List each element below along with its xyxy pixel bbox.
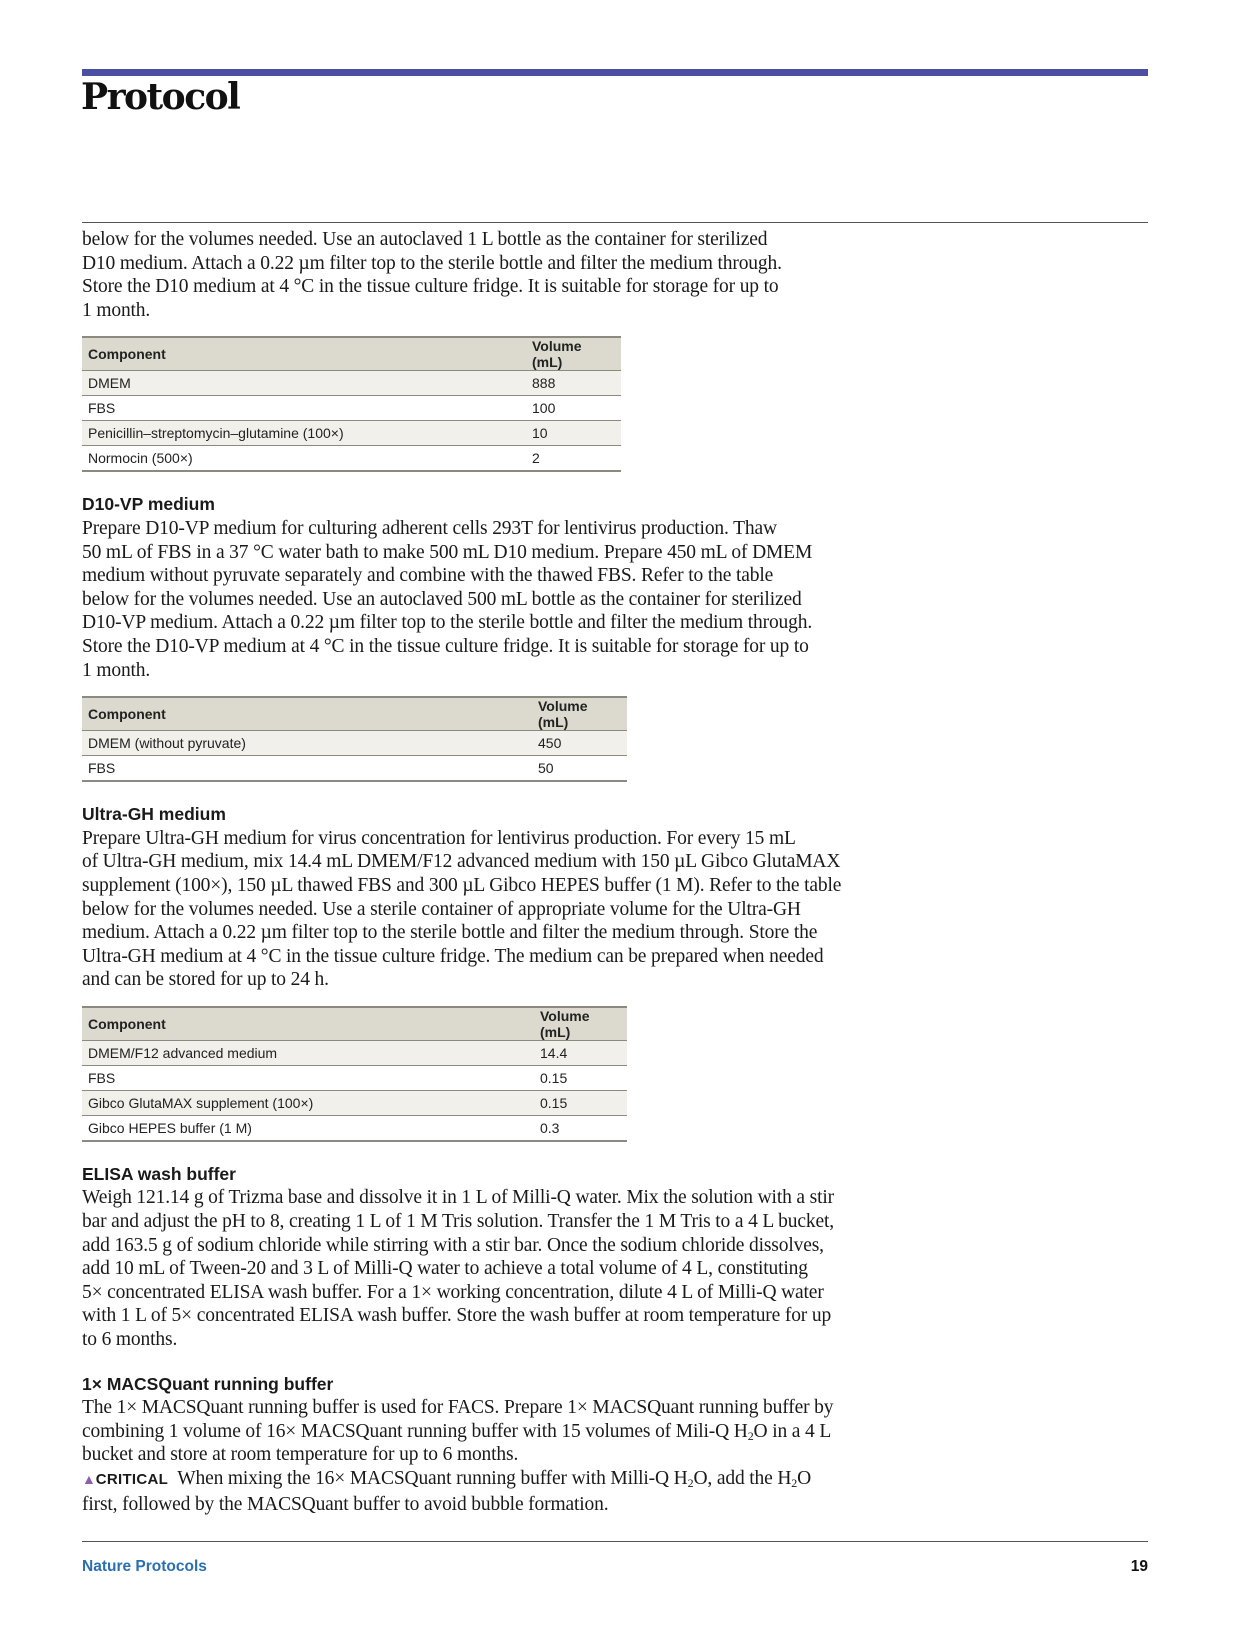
table-cell: 10 <box>526 421 621 446</box>
table-cell: DMEM/F12 advanced medium <box>82 1040 534 1065</box>
intro-paragraph: below for the volumes needed. Use an autoclaved 1 L bottle as the container for sterilized D10 medium. Attach a 0.22 µm filter top to the sterile bottle and filter the medium through. Store the D10 medium at 4 °C in the tissue culture fridge. It is suitable for storage for up to 1 month. <box>82 229 782 321</box>
section-heading: 1× MACSQuant running buffer <box>82 1373 334 1394</box>
ultragh-table <box>82 1006 627 1142</box>
section-paragraph <box>82 1396 882 1516</box>
table-cell: FBS <box>82 396 526 421</box>
column-header: Volume (mL) <box>526 337 621 371</box>
table-cell: 2 <box>526 446 621 472</box>
column-header: Component <box>82 1007 534 1041</box>
table-cell: 0.3 <box>534 1115 627 1141</box>
table-header-row <box>82 1007 627 1041</box>
section-paragraph: Prepare Ultra-GH medium for virus concentration for lentivirus production. For every 15 mL of Ultra-GH medium, mix 14.4 mL DMEM/F12 advanced medium with 150 µL Gibco GlutaMAX supplement (100×), 150 µL thawed FBS and 300 µL Gibco HEPES buffer (1 M). Refer to the table below for the volumes needed. Use a sterile container of appropriate volume for the Ultra-GH medium. Attach a 0.22 µm filter top to the sterile bottle and filter the medium through. Store the Ultra-GH medium at 4 °C in the tissue culture fridge. The medium can be prepared when needed and can be stored for up to 24 h. <box>82 827 842 991</box>
column-header: Component <box>82 337 526 371</box>
table-cell: 50 <box>532 756 627 782</box>
table-row <box>82 756 627 782</box>
page-number: 19 <box>1130 1558 1148 1575</box>
table-cell: 0.15 <box>534 1065 627 1090</box>
table-cell: Normocin (500×) <box>82 446 526 472</box>
subscript: 2 <box>747 1428 754 1443</box>
critical-label: CRITICAL <box>95 1471 169 1488</box>
paragraph-line: combining 1 volume of 16× MACSQuant running buffer with 15 volumes of Mili-Q H <box>82 1420 748 1442</box>
section-ultragh <box>82 803 882 992</box>
column-header: Component <box>82 697 532 731</box>
table-header-row <box>82 697 627 731</box>
section-macsquant <box>82 1373 882 1517</box>
critical-text: O, add the H <box>693 1468 792 1489</box>
warning-triangle-icon: ▲ <box>82 1473 96 1488</box>
footer-divider <box>82 1541 1148 1542</box>
column-header: Volume (mL) <box>534 1007 627 1041</box>
table-row <box>82 1040 627 1065</box>
table-cell: 100 <box>526 396 621 421</box>
d10-table <box>82 336 621 472</box>
table-row <box>82 421 621 446</box>
journal-name: Nature Protocols <box>82 1558 207 1575</box>
section-d10vp <box>82 493 882 682</box>
page-header-title: Protocol <box>81 76 240 118</box>
paragraph-line: O in a 4 L <box>753 1420 832 1442</box>
table-cell: FBS <box>82 756 532 782</box>
table-cell: DMEM (without pyruvate) <box>82 731 532 756</box>
table-cell: 0.15 <box>534 1090 627 1115</box>
main-content <box>82 228 882 1516</box>
critical-text: O <box>797 1468 812 1489</box>
table-cell: Penicillin–streptomycin–glutamine (100×) <box>82 421 526 446</box>
subscript: 2 <box>687 1476 694 1490</box>
table-cell: 14.4 <box>534 1040 627 1065</box>
table-row <box>82 1090 627 1115</box>
table-cell: FBS <box>82 1065 534 1090</box>
table-header-row <box>82 337 621 371</box>
table-cell: Gibco HEPES buffer (1 M) <box>82 1115 534 1141</box>
section-heading: ELISA wash buffer <box>82 1163 236 1184</box>
table-cell: 450 <box>532 731 627 756</box>
table-cell: Gibco GlutaMAX supplement (100×) <box>82 1090 534 1115</box>
d10vp-table <box>82 696 627 782</box>
table-row <box>82 731 627 756</box>
paragraph-line: The 1× MACSQuant running buffer is used for FACS. Prepare 1× MACSQuant running buffer by <box>82 1397 834 1419</box>
section-paragraph: Prepare D10-VP medium for culturing adherent cells 293T for lentivirus production. Thaw 50 mL of FBS in a 37 °C water bath to make 500 mL D10 medium. Prepare 450 mL of DMEM medium without pyruvate separately and combine with the thawed FBS. Refer to the table below for the volumes needed. Use an autoclaved 500 mL bottle as the container for sterilized D10-VP medium. Attach a 0.22 µm filter top to the sterile bottle and filter the medium through. Store the D10-VP medium at 4 °C in the tissue culture fridge. It is suitable for storage for up to 1 month. <box>82 517 813 681</box>
table-row <box>82 396 621 421</box>
section-elisa <box>82 1163 882 1352</box>
critical-text: first, followed by the MACSQuant buffer to avoid bubble formation. <box>82 1493 609 1515</box>
column-header: Volume (mL) <box>532 697 627 731</box>
table-cell: DMEM <box>82 371 526 396</box>
table-row <box>82 371 621 396</box>
subscript: 2 <box>791 1476 798 1490</box>
table-row <box>82 1115 627 1141</box>
content-divider <box>82 222 1148 223</box>
table-cell: 888 <box>526 371 621 396</box>
table-row <box>82 446 621 472</box>
table-row <box>82 1065 627 1090</box>
paragraph-line: bucket and store at room temperature for up to 6 months. <box>82 1444 519 1466</box>
section-heading: Ultra-GH medium <box>82 804 226 825</box>
section-heading: D10-VP medium <box>82 494 215 515</box>
section-paragraph: Weigh 121.14 g of Trizma base and dissolve it in 1 L of Milli-Q water. Mix the solution with a stir bar and adjust the pH to 8, creating 1 L of 1 M Tris solution. Transfer the 1 M Tris to a 4 L bucket, add 163.5 g of sodium chloride while stirring with a stir bar. Once the sodium chloride dissolves, add 10 mL of Tween-20 and 3 L of Milli-Q water to achieve a total volume of 4 L, constituting 5× concentrated ELISA wash buffer. For a 1× working concentration, dilute 4 L of Milli-Q water with 1 L of 5× concentrated ELISA wash buffer. Store the wash buffer at room temperature for up to 6 months. <box>82 1187 834 1351</box>
critical-text: When mixing the 16× MACSQuant running buffer with Milli-Q H <box>177 1468 688 1489</box>
header-rule <box>82 69 1148 76</box>
